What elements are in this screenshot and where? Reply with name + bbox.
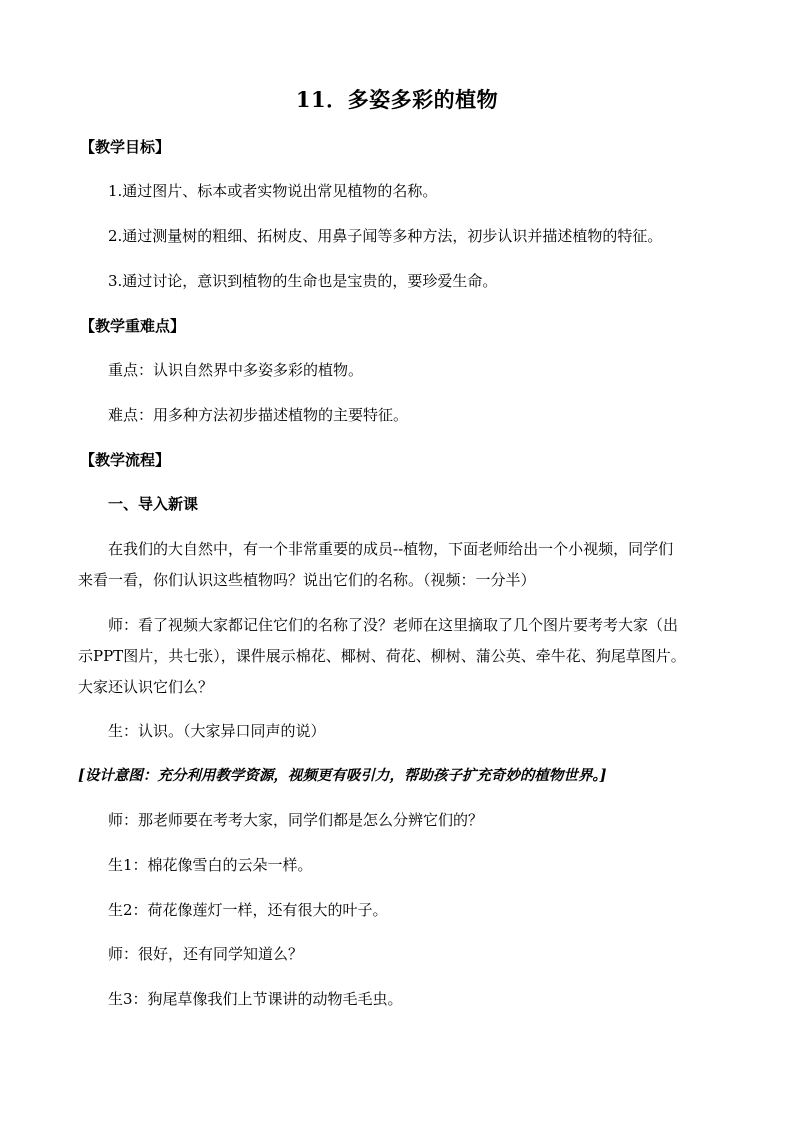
paragraph-2-line-2: 示PPT图片，共七张），课件展示棉花、椰树、荷花、柳树、蒲公英、牵牛花、狗尾草图片。 (78, 647, 686, 665)
paragraph-8: 生3：狗尾草像我们上节课讲的动物毛毛虫。 (108, 990, 403, 1008)
paragraph-1-line-2: 来看一看，你们认识这些植物吗？说出它们的名称。（视频：一分半） (78, 571, 536, 589)
paragraph-6: 生2：荷花像莲灯一样，还有很大的叶子。 (108, 901, 388, 919)
section-heading-flow: 【教学流程】 (80, 451, 171, 469)
paragraph-3: 生：认识。（大家异口同声的说） (108, 722, 326, 740)
section-heading-key-points: 【教学重难点】 (80, 317, 186, 335)
goal-item-2: 2.通过测量树的粗细、拓树皮、用鼻子闻等多种方法，初步认识并描述植物的特征。 (108, 227, 663, 245)
paragraph-2-line-1: 师：看了视频大家都记住它们的名称了没？老师在这里摘取了几个图片要考考大家（出 (108, 616, 679, 634)
goal-item-3: 3.通过讨论，意识到植物的生命也是宝贵的，要珍爱生命。 (108, 272, 498, 290)
difficult-point: 难点：用多种方法初步描述植物的主要特征。 (108, 406, 409, 424)
paragraph-7: 师：很好，还有同学知道么？ (108, 945, 304, 963)
paragraph-4: 师：那老师要在考考大家，同学们都是怎么分辨它们的？ (108, 811, 484, 829)
paragraph-5: 生1：棉花像雪白的云朵一样。 (108, 856, 313, 874)
paragraph-2-line-3: 大家还认识它们么？ (78, 678, 214, 696)
goal-item-1: 1.通过图片、标本或者实物说出常见植物的名称。 (108, 182, 438, 200)
step-heading-1: 一、导入新课 (108, 495, 199, 513)
design-intent-note: [设计意图：充分利用教学资源，视频更有吸引力，帮助孩子扩充奇妙的植物世界。] (78, 767, 607, 784)
paragraph-1-line-1: 在我们的大自然中，有一个非常重要的成员--植物，下面老师给出一个小视频，同学们 (108, 540, 674, 558)
section-heading-goals: 【教学目标】 (80, 138, 171, 156)
key-point: 重点：认识自然界中多姿多彩的植物。 (108, 361, 364, 379)
page-title: 11．多姿多彩的植物 (295, 87, 499, 112)
